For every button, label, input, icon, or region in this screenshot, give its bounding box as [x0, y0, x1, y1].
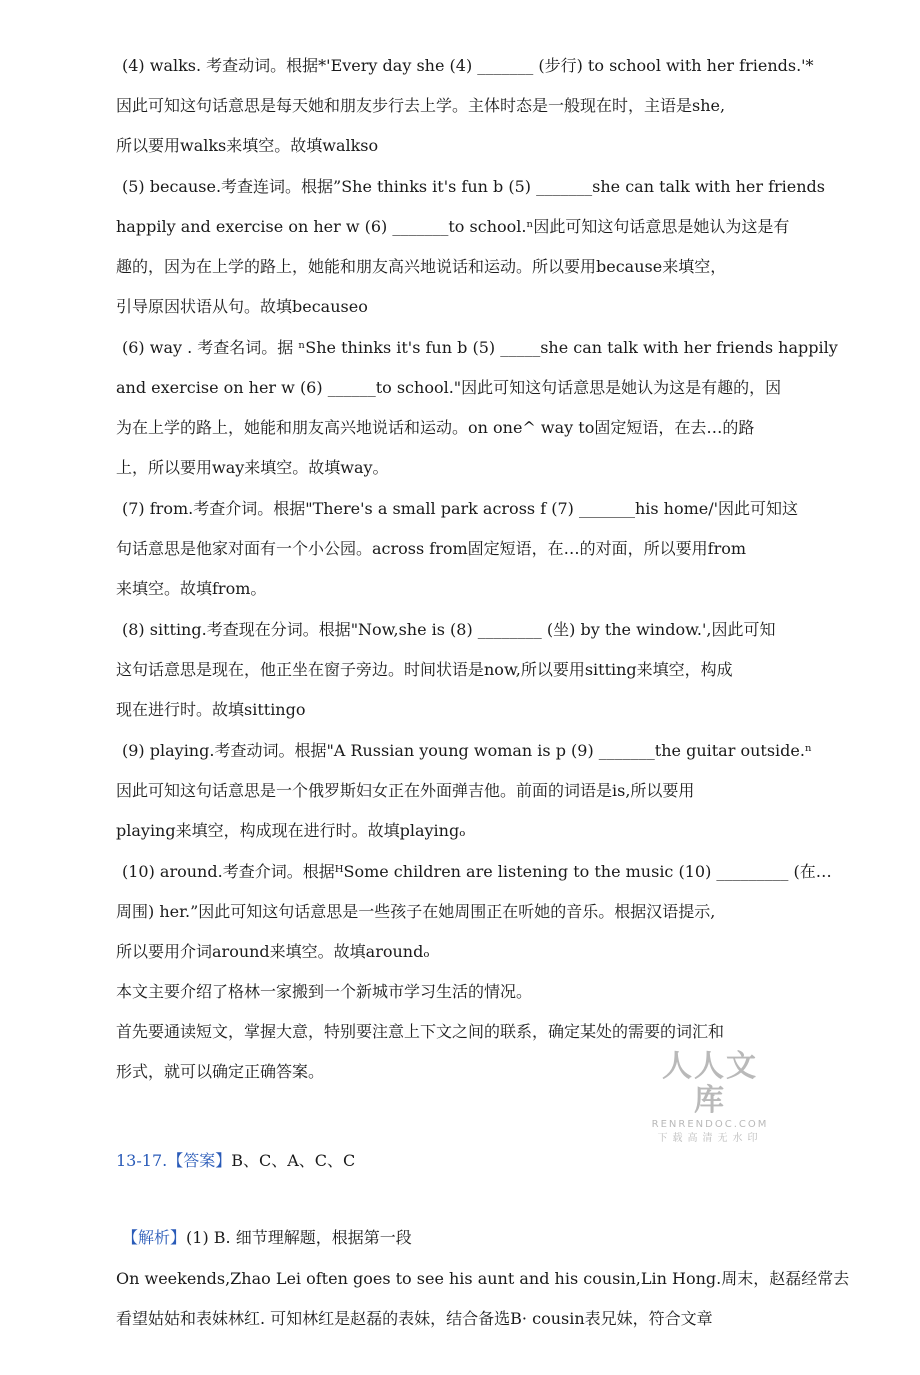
analysis-label: 【解析】	[122, 1228, 187, 1247]
watermark-title: 人人文库	[662, 1049, 758, 1118]
paragraph-line: 上，所以要用way来填空。故填way。	[116, 458, 389, 477]
answer-value: B、C、A、C、C	[231, 1151, 356, 1170]
paragraph-line: (8) sitting.考查现在分词。根据"Now,she is (8) ________ (坐) by the window.',因此可知	[122, 620, 776, 639]
analysis-line	[122, 1227, 412, 1249]
paragraph-line: (7) from.考查介词。根据"There's a small park across f (7) _______his home/'因此可知这	[122, 499, 799, 518]
watermark-domain: RENRENDOC.COM	[651, 1119, 769, 1130]
paragraph-line: 所以要用介词around来填空。故填aroundₒ	[116, 942, 430, 961]
answer-line	[116, 1150, 355, 1172]
paragraph-line: and exercise on her w (6) ______to school."因此可知这句话意思是她认为这是有趣的，因	[116, 378, 782, 397]
summary-line: 本文主要介绍了格林一家搬到一个新城市学习生活的情况。	[116, 982, 533, 1001]
paragraph-line: (9) playing.考查动词。根据"A Russian young woman is p (9) _______the guitar outside.ⁿ	[122, 741, 812, 760]
paragraph-line: 为在上学的路上，她能和朋友高兴地说话和运动。on one^ way to固定短语，在去…的路	[116, 418, 755, 437]
paragraph-line: (6) way . 考查名词。据 ⁿShe thinks it's fun b (5) _____she can talk with her friends happily	[122, 338, 838, 357]
paragraph-line: 现在进行时。故填sittingo	[116, 700, 306, 719]
watermark-logo	[648, 1050, 772, 1146]
paragraph-line: (5) because.考查连词。根据”She thinks it's fun b (5) _______she can talk with her friends	[122, 177, 826, 196]
analysis-text-line: On weekends,Zhao Lei often goes to see his aunt and his cousin,Lin Hong.周末，赵磊经常去	[116, 1269, 850, 1288]
paragraph-line: 来填空。故填from。	[116, 579, 267, 598]
watermark-subtitle: 下载高清无水印	[657, 1133, 763, 1144]
analysis-intro: (1) B. 细节理解题，根据第一段	[186, 1228, 412, 1247]
paragraph-line: 因此可知这句话意思是每天她和朋友步行去上学。主体时态是一般现在时，主语是she,	[116, 96, 726, 115]
tip-line: 首先要通读短文，掌握大意，特别要注意上下文之间的联系，确定某处的需要的词汇和	[116, 1022, 725, 1041]
paragraph-line: 引导原因状语从句。故填becauseo	[116, 297, 368, 316]
paragraph-line: (4) walks. 考查动词。根据*'Every day she (4) _______ (步行) to school with her friends.'*	[122, 56, 814, 75]
answer-label: 13-17.【答案】	[116, 1151, 232, 1170]
paragraph-line: 因此可知这句话意思是一个俄罗斯妇女正在外面弹吉他。前面的词语是is,所以要用	[116, 781, 695, 800]
paragraph-line: (10) around.考查介词。根据ᴴSome children are listening to the music (10) _________ (在…	[122, 862, 832, 881]
paragraph-line: playing来填空，构成现在进行时。故填playingₒ	[116, 821, 466, 840]
paragraph-line: 所以要用walks来填空。故填walkso	[116, 136, 379, 155]
paragraph-line: 这句话意思是现在，他正坐在窗子旁边。时间状语是now,所以要用sitting来填空，构成	[116, 660, 733, 679]
paragraph-line: 趣的，因为在上学的路上，她能和朋友高兴地说话和运动。所以要用because来填空，	[116, 257, 727, 276]
paragraph-line: happily and exercise on her w (6) _______to school.ⁿ因此可知这句话意思是她认为这是有	[116, 217, 790, 236]
analysis-text-line: 看望姑姑和表妹林红. 可知林红是赵磊的表妹，结合备选B· cousin表兄妹，符合文章	[116, 1309, 713, 1328]
paragraph-line: 周围) her.”因此可知这句话意思是一些孩子在她周围正在听她的音乐。根据汉语提示,	[116, 902, 716, 921]
paragraph-line: 句话意思是他家对面有一个小公园。across from固定短语，在…的对面，所以要用from	[116, 539, 747, 558]
tip-line: 形式，就可以确定正确答案。	[116, 1062, 325, 1081]
